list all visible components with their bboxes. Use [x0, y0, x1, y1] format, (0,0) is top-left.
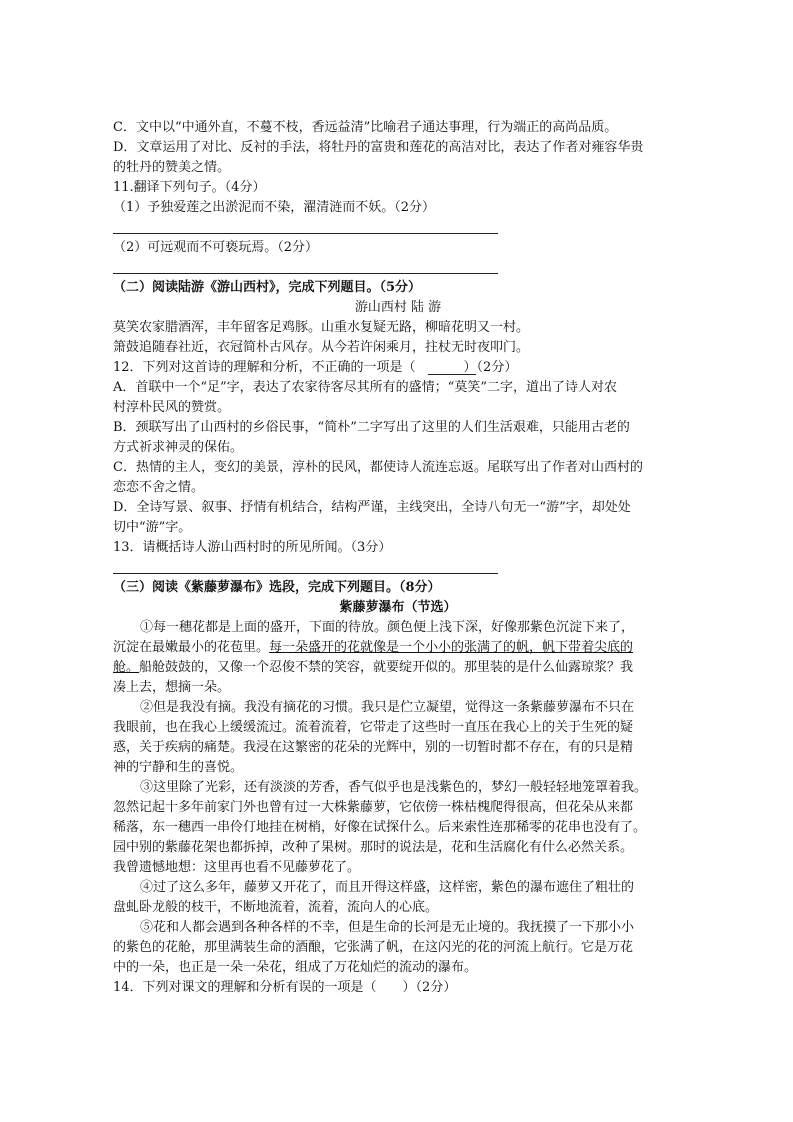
passage-p4-line1: ④过了这么多年，藤萝又开花了，而且开得这样盛，这样密，紫色的瀑布遮住了粗壮的: [140, 880, 635, 895]
passage-p1-line4: 凑上去，想摘一朵。: [113, 680, 231, 695]
passage-p3-line5: 我曾遗憾地想：这里再也看不见藤萝花了。: [113, 860, 361, 875]
q12-stem: 12．下列对这首诗的理解和分析，不正确的一项是（ ）（2分）: [113, 360, 518, 375]
poem-line2: 箫鼓追随春社近，衣冠简朴古风存。从今若许闲乘月，拄杖无时夜叩门。: [113, 340, 530, 355]
q11-item2: （2）可远观而不可亵玩焉。（2分）: [113, 240, 319, 255]
q12-option-c-line2: 恋恋不舍之情。: [113, 480, 205, 495]
answer-line: [113, 573, 498, 574]
part3-heading: （三）阅读《紫藤萝瀑布》选段，完成下列题目。（8分）: [113, 580, 441, 595]
passage-p2-line1: ②但是我没有摘。我没有摘花的习惯。我只是伫立凝望，觉得这一条紫藤萝瀑布不只在: [140, 700, 635, 715]
poem-title: 游山西村 陆 游: [354, 300, 442, 315]
q12-option-b-line1: B．颈联写出了山西村的乡俗民事，“简朴”二字写出了这里的人们生活艰难，只能用古老的: [113, 420, 630, 435]
answer-line: [113, 233, 498, 234]
passage-p5-line1: ⑤花和人都会遇到各种各样的不幸，但是生命的长河是无止境的。我抚摸了一下那小小: [140, 920, 635, 935]
part2-heading: （二）阅读陆游《游山西村》，完成下列题目。（5分）: [113, 280, 422, 295]
passage-p1-line2: 沉淀在最嫩最小的花苞里。每一朵盛开的花就像是一个小小的张满了的帆，帆下带着尖底的: [113, 640, 634, 655]
q10-option-c: C．文中以“中通外直，不蔓不枝，香远益清”比喻君子通达事理，行为端正的高尚品质。: [113, 120, 618, 135]
passage-p5-line2: 的紫色的花舱，那里满装生命的酒酿，它张满了帆，在这闪光的花的河流上航行。它是万花: [113, 940, 634, 955]
passage-title: 紫藤萝瀑布（节选）: [339, 600, 457, 615]
q14-stem: 14．下列对课文的理解和分析有误的一项是（ ）（2分）: [113, 980, 457, 995]
passage-p2-line4: 神的宁静和生的喜悦。: [113, 760, 244, 775]
underlined-sentence-end: 舱。: [113, 660, 140, 675]
passage-p4-line2: 盘虬卧龙般的枝干，不断地流着，流着，流向人的心底。: [113, 900, 439, 915]
q11-stem: 11.翻译下列句子。（4分）: [113, 180, 266, 195]
passage-p1-line3: 舱。船舱鼓鼓的，又像一个忍俊不禁的笑容，就要绽开似的。那里装的是什么仙露琼浆？我: [113, 660, 634, 675]
q10-option-d-line2: 的牡丹的赞美之情。: [113, 160, 231, 175]
q12-option-d-line1: D．全诗写景、叙事、抒情有机结合，结构严谨，主线突出，全诗八句无一“游”字，却处处: [113, 500, 631, 515]
q10-option-d-line1: D．文章运用了对比、反衬的手法，将牡丹的富贵和莲花的高洁对比，表达了作者对雍容华贵: [113, 140, 644, 155]
passage-p3-line1: ③这里除了光彩，还有淡淡的芳香，香气似乎也是浅紫色的，梦幻一般轻轻地笼罩着我。: [140, 780, 648, 795]
q12-option-a-line1: A．首联中一个“足”字，表达了农家待客尽其所有的盛情；“莫笑”二字，道出了诗人对农: [113, 380, 617, 395]
q11-item1: （1）予独爱莲之出淤泥而不染，濯清涟而不妖。（2分）: [113, 200, 436, 215]
passage-p5-line3: 中的一朵，也正是一朵一朵花，组成了万花灿烂的流动的瀑布。: [113, 960, 478, 975]
answer-line: [113, 273, 498, 274]
passage-p3-line2: 忽然记起十多年前家门外也曾有过一大株紫藤萝，它依傍一株枯槐爬得很高，但花朵从来都: [113, 800, 634, 815]
q12-option-c-line1: C．热情的主人，变幻的美景，淳朴的民风，都使诗人流连忘返。尾联写出了作者对山西村的: [113, 460, 643, 475]
q12-option-d-line2: 切中“游”字。: [113, 520, 192, 535]
passage-p2-line2: 我眼前，也在我心上缓缓流过。流着流着，它带走了这些时一直压在我心上的关于生死的疑: [113, 720, 634, 735]
passage-p2-line3: 惑，关于疾病的痛楚。我浸在这繁密的花朵的光辉中，别的一切暂时都不存在，有的只是精: [113, 740, 634, 755]
q12-option-b-line2: 方式祈求神灵的保佑。: [113, 440, 244, 455]
poem-line1: 莫笑农家腊酒浑，丰年留客足鸡豚。山重水复疑无路，柳暗花明又一村。: [113, 320, 530, 335]
answer-blank-underline: [428, 374, 476, 375]
q13-stem: 13．请概括诗人游山西村时的所见所闻。（3分）: [113, 540, 392, 555]
passage-p3-line4: 园中别的紫藤花架也都拆掉，改种了果树。那时的说法是，花和生活腐化有什么必然关系。: [113, 840, 634, 855]
q12-option-a-line2: 村淳朴民风的赞赏。: [113, 400, 231, 415]
passage-p1-line1: ①每一穗花都是上面的盛开，下面的待放。颜色便上浅下深，好像那紫色沉淀下来了，: [140, 620, 635, 635]
passage-p3-line3: 稀落，东一穗西一串伶仃地挂在树梢，好像在试探什么。后来索性连那稀零的花串也没有了。: [113, 820, 647, 835]
underlined-sentence: 每一朵盛开的花就像是一个小小的张满了的帆，帆下带着尖底的: [269, 640, 634, 655]
